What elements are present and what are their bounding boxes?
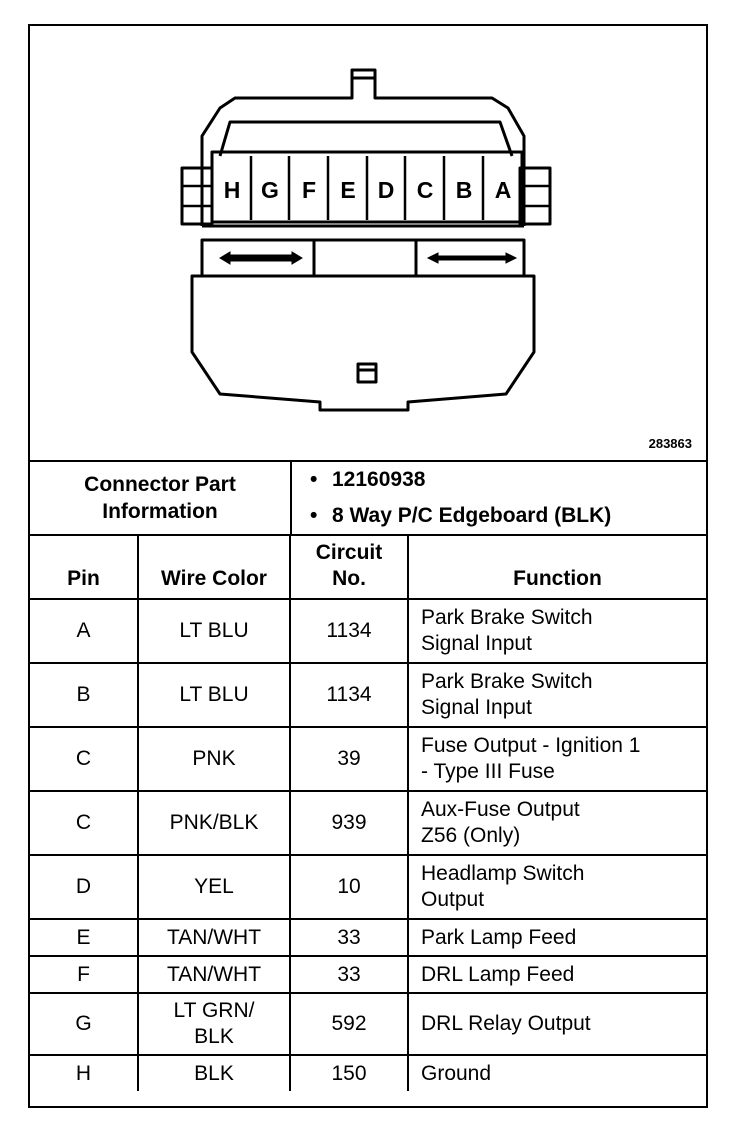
function-cell: Aux-Fuse Output Z56 (Only) [408,791,706,855]
circuit-cell: 1134 [290,663,408,727]
table-row [30,1055,706,1091]
table-row [30,993,706,1055]
pin-letter-f: F [301,177,317,203]
wire-color-cell: YEL [138,855,290,919]
table-row [30,919,706,956]
pin-cell: E [30,919,138,956]
pin-cell: A [30,599,138,663]
function-cell: DRL Relay Output [408,993,706,1055]
circuit-cell: 33 [290,956,408,993]
connector-info-label-line2: Information [102,500,218,523]
pin-letter-c: C [416,177,434,203]
table-row [30,599,706,663]
pin-letter-b: B [455,177,473,203]
pin-cell: D [30,855,138,919]
connector-drawing [30,26,706,460]
pin-letter-e: E [340,177,356,203]
pin-cell: B [30,663,138,727]
pin-cell: G [30,993,138,1055]
pin-letter-h: H [223,177,241,203]
circuit-cell: 592 [290,993,408,1055]
pin-cell: H [30,1055,138,1091]
function-cell: Headlamp Switch Output [408,855,706,919]
figure-number: 283863 [648,436,692,451]
pin-cell: F [30,956,138,993]
table-header-row [30,535,706,599]
connector-lower-body [192,276,534,410]
pinout-table [30,534,706,1091]
header-circuit-no: Circuit No. [290,535,408,599]
wire-color-cell: LT GRN/ BLK [138,993,290,1055]
circuit-cell: 150 [290,1055,408,1091]
wire-color-cell: PNK [138,727,290,791]
header-function: Function [408,535,706,599]
function-cell: DRL Lamp Feed [408,956,706,993]
circuit-cell: 939 [290,791,408,855]
function-cell: Park Lamp Feed [408,919,706,956]
pin-letter-d: D [377,177,395,203]
table-row [30,855,706,919]
right-arrow [428,253,516,263]
pin-cell: C [30,727,138,791]
connector-info-label-line1: Connector Part [84,473,236,496]
connector-description: • 8 Way P/C Edgeboard (BLK) [310,504,612,527]
pin-cell: C [30,791,138,855]
circuit-cell: 39 [290,727,408,791]
header-pin: Pin [30,535,138,599]
header-wire-color: Wire Color [138,535,290,599]
connector-info-label [30,462,292,534]
table-row [30,663,706,727]
circuit-cell: 33 [290,919,408,956]
table-row [30,791,706,855]
left-arrow [220,252,302,264]
bullet-icon: • [310,504,318,527]
function-cell: Ground [408,1055,706,1091]
wire-color-cell: LT BLU [138,663,290,727]
wire-color-cell: BLK [138,1055,290,1091]
table-row [30,956,706,993]
pin-letter-g: G [261,177,279,203]
wire-color-cell: TAN/WHT [138,919,290,956]
bullet-icon: • [310,468,318,491]
function-cell: Park Brake Switch Signal Input [408,663,706,727]
circuit-cell: 1134 [290,599,408,663]
connector-info-list [292,462,706,534]
polarity-mark [358,364,376,382]
part-number: • 12160938 [310,468,426,491]
wire-color-cell: LT BLU [138,599,290,663]
circuit-cell: 10 [290,855,408,919]
connector-part-information [30,460,706,536]
wire-color-cell: PNK/BLK [138,791,290,855]
connector-diagram [30,26,706,460]
wire-color-cell: TAN/WHT [138,956,290,993]
function-cell: Fuse Output - Ignition 1 - Type III Fuse [408,727,706,791]
function-cell: Park Brake Switch Signal Input [408,599,706,663]
table-row [30,727,706,791]
left-side-block [182,168,212,224]
connector-sheet [28,24,708,1108]
pin-letter-a: A [494,177,512,203]
